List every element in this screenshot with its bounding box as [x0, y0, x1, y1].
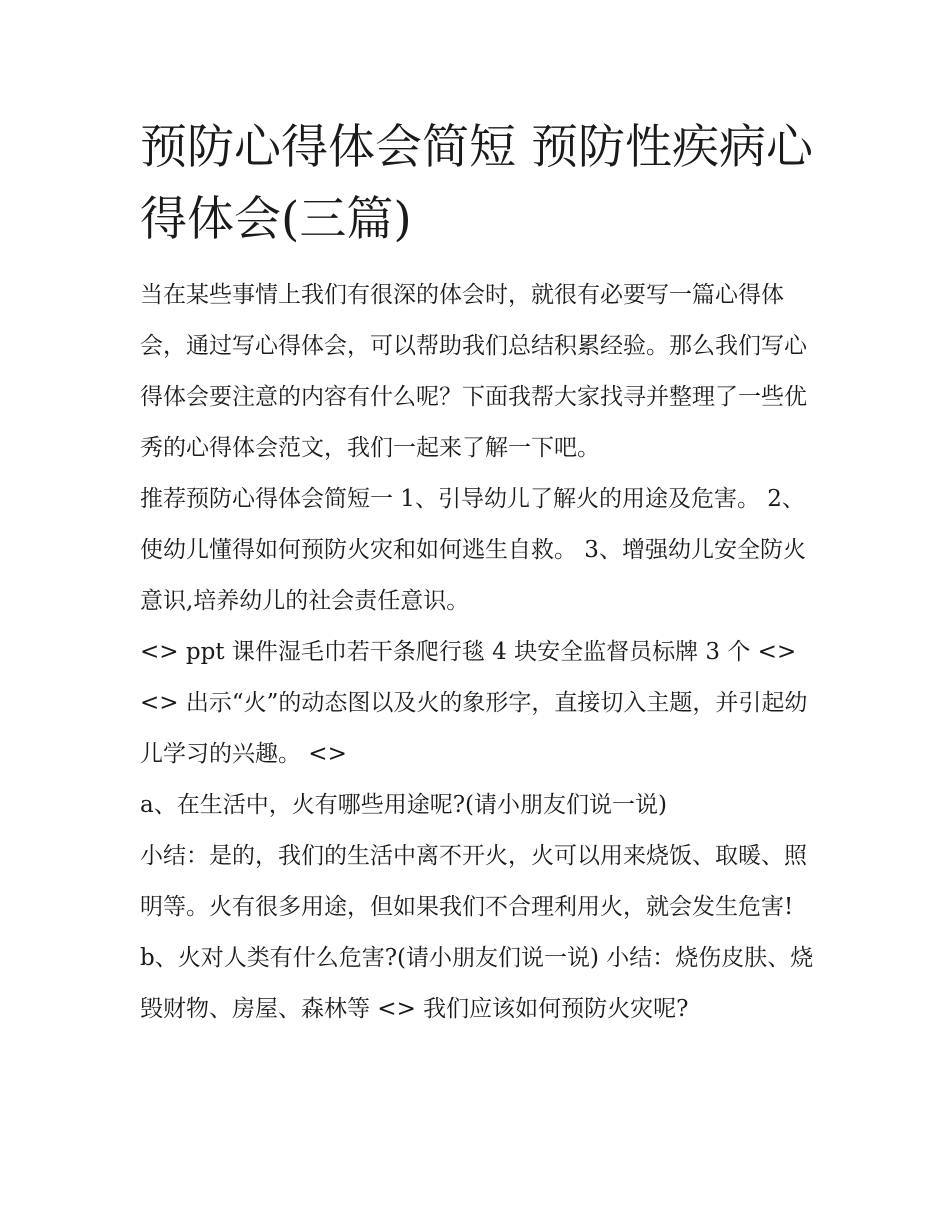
question-b-paragraph: b、火对人类有什么危害?(请小朋友们说一说) 小结：烧伤皮肤、烧毁财物、房屋、森林等 <> 我们应该如何预防火灾呢? [140, 945, 814, 1022]
summary-paragraph: 小结：是的，我们的生活中离不开火，火可以用来烧饭、取暖、照明等。火有很多用途，但如果我们不合理利用火，就会发生危害! [140, 843, 807, 920]
objectives-paragraph: 推荐预防心得体会简短一 1、引导幼儿了解火的用途及危害。 2、使幼儿懂得如何预防火灾和如何逃生自救。 3、增强幼儿安全防火意识,培养幼儿的社会责任意识。 [140, 486, 806, 614]
document-body [140, 112, 820, 1035]
materials-paragraph: <> ppt 课件湿毛巾若干条爬行毯 4 块安全监督员标牌 3 个 <> [140, 639, 797, 665]
document-title: 预防心得体会简短 预防性疾病心得体会(三篇) [140, 120, 813, 247]
question-a-paragraph: a、在生活中，火有哪些用途呢?(请小朋友们说一说) [140, 792, 667, 818]
intro-paragraph: 当在某些事情上我们有很深的体会时，就很有必要写一篇心得体会，通过写心得体会，可以帮助我们总结积累经验。那么我们写心得体会要注意的内容有什么呢？下面我帮大家找寻并整理了一些优秀的心得体会范文，我们一起来了解一下吧。 [140, 282, 807, 461]
introduction-step-paragraph: <> 出示“火”的动态图以及火的象形字，直接切入主题，并引起幼儿学习的兴趣。 <> [140, 690, 808, 767]
